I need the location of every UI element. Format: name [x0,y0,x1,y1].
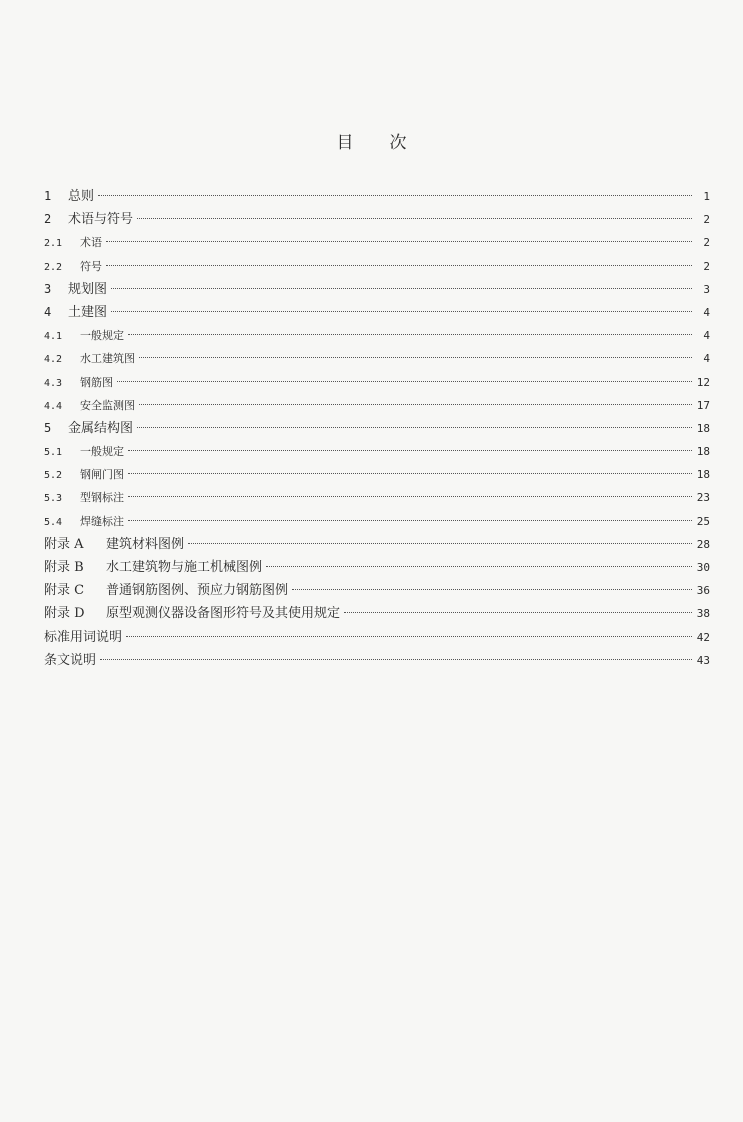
toc-entry-2-1[interactable] [44,231,710,254]
toc-number: 4.3 [44,377,63,389]
toc-entry-2[interactable] [44,208,710,231]
toc-page-number: 1 [703,190,710,203]
toc-page-number: 2 [703,259,710,273]
toc-page-number: 36 [696,584,710,598]
toc-number: 5.2 [44,470,63,482]
toc-number: 4.2 [44,354,63,366]
toc-entry-2-2[interactable] [44,255,710,278]
toc-page-number: 18 [696,421,710,435]
toc-label: 焊缝标注 [80,514,124,528]
dot-leader [106,265,692,266]
toc-number: 4.4 [44,400,63,412]
toc-entry-5-2[interactable] [44,463,710,486]
toc-page-number: 2 [703,213,710,227]
toc-page-number: 18 [696,468,710,482]
toc-entry-standard-terms[interactable] [44,626,710,649]
toc-number: 2.1 [44,238,63,250]
toc-entry-5-1[interactable] [44,440,710,463]
toc-entry-4-4[interactable] [44,394,710,417]
dot-leader [98,195,692,196]
toc-entry-4-1[interactable] [44,324,710,347]
toc-entry-5[interactable] [44,417,710,440]
toc-number: 2 [44,212,52,227]
toc-page-number: 4 [703,329,710,343]
toc-entry-clause-explanation[interactable] [44,649,710,672]
toc-page-number: 23 [696,491,710,505]
toc-page-number: 18 [696,445,710,459]
toc-label: 建筑材料图例 [106,536,185,552]
dot-leader [128,496,692,497]
dot-leader [128,473,692,474]
toc-page-number: 43 [696,653,710,667]
toc-number: 5.3 [44,493,63,505]
toc-page-number: 3 [703,282,710,296]
toc-entry-appendix-a[interactable] [44,533,710,556]
toc-entry-appendix-b[interactable] [44,556,710,579]
toc-page-number: 12 [696,375,710,389]
toc-entry-appendix-d[interactable] [44,602,710,625]
toc-label: 一般规定 [80,329,124,343]
toc-page-number: 38 [696,607,710,621]
table-of-contents [44,185,710,672]
toc-number: 5.4 [44,516,63,528]
dot-leader [292,589,692,590]
toc-label: 条文说明 [44,652,97,668]
toc-entry-5-3[interactable] [44,486,710,509]
toc-number: 附录 D [44,606,85,622]
toc-page-number: 2 [703,236,710,250]
toc-label: 普通钢筋图例、预应力钢筋图例 [106,583,289,599]
dot-leader [111,288,692,289]
toc-label: 标准用词说明 [44,629,123,645]
toc-entry-1[interactable] [44,185,710,208]
dot-leader [344,612,692,613]
dot-leader [266,566,692,567]
toc-label: 规划图 [68,281,108,297]
toc-number: 1 [44,189,52,203]
toc-number: 附录 C [44,583,85,599]
toc-entry-appendix-c[interactable] [44,579,710,602]
toc-page-number: 25 [696,514,710,528]
toc-label: 原型观测仪器设备图形符号及其使用规定 [106,606,341,622]
toc-label: 安全监测图 [80,398,135,412]
dot-leader [128,520,692,521]
toc-label: 钢筋图 [80,375,113,389]
toc-page-number: 30 [696,561,710,574]
dot-leader [126,636,692,637]
toc-page-number: 17 [696,398,710,412]
toc-page-number: 28 [696,537,710,551]
title-char-2: 次 [389,133,407,153]
dot-leader [188,543,692,544]
toc-label: 型钢标注 [80,491,124,505]
toc-entry-3[interactable] [44,278,710,301]
toc-page-number: 4 [703,352,710,366]
dot-leader [137,218,692,219]
toc-label: 符号 [80,259,102,273]
toc-label: 钢闸门图 [80,468,124,482]
toc-entry-4[interactable] [44,301,710,324]
dot-leader [128,334,692,335]
toc-label: 金属结构图 [68,420,134,436]
toc-label: 土建图 [68,304,108,320]
toc-page-number: 4 [703,305,710,319]
toc-label: 术语 [80,236,102,250]
dot-leader [139,357,692,358]
dot-leader [128,450,692,451]
toc-label: 一般规定 [80,445,124,459]
dot-leader [137,427,692,428]
dot-leader [139,404,692,405]
dot-leader [106,241,692,242]
toc-number: 4 [44,304,52,319]
dot-leader [111,311,692,312]
page-title [0,128,743,153]
toc-number: 5.1 [44,447,63,459]
toc-entry-4-2[interactable] [44,347,710,370]
toc-entry-5-4[interactable] [44,510,710,533]
toc-entry-4-3[interactable] [44,371,710,394]
toc-page-number: 42 [696,630,710,644]
toc-label: 水工建筑图 [80,352,135,366]
toc-number: 2.2 [44,261,63,273]
toc-label: 水工建筑物与施工机械图例 [106,560,263,575]
toc-number: 附录 B [44,560,84,575]
toc-label: 总则 [68,189,95,204]
title-char-1: 目 [336,133,354,153]
toc-number: 3 [44,281,52,296]
toc-number: 附录 A [44,536,84,552]
dot-leader [100,659,692,660]
toc-number: 5 [44,420,52,435]
toc-number: 4.1 [44,331,63,343]
dot-leader [117,381,692,382]
toc-label: 术语与符号 [68,212,134,228]
